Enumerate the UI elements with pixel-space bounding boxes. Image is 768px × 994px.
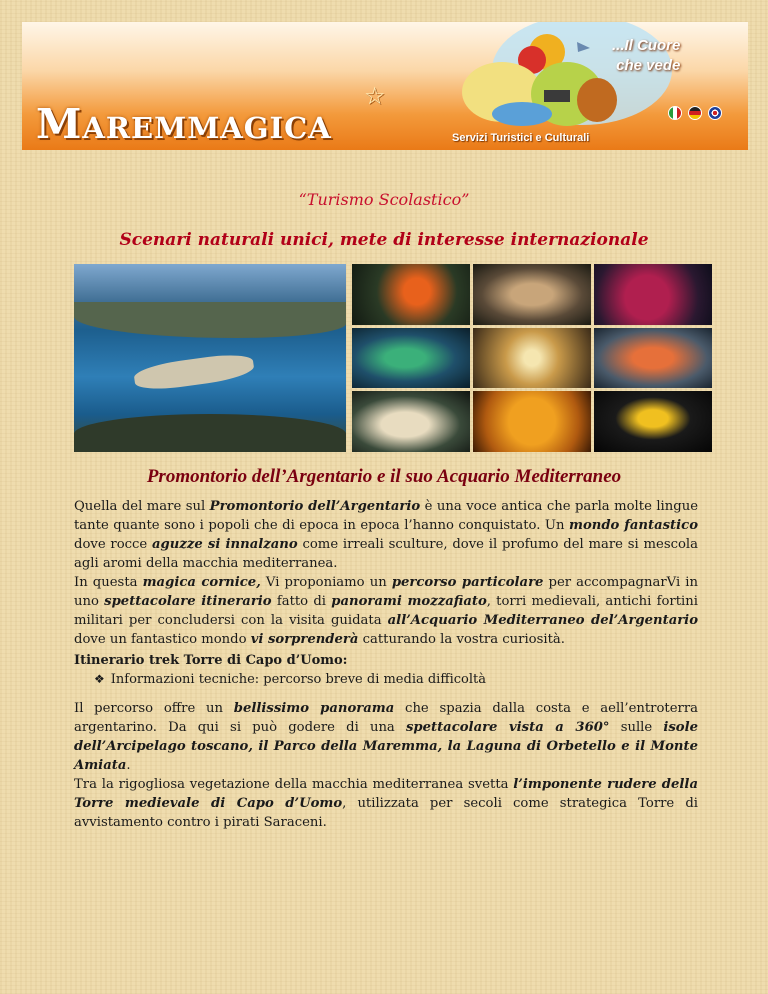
gorgonian-photo	[594, 264, 712, 325]
info-bullet-item	[94, 672, 486, 687]
flag-it-icon[interactable]	[668, 106, 682, 120]
lagoon-aerial-photo	[74, 264, 346, 452]
paragraph-panorama: Il percorso offre un bellissimo panorama che spazia dalla costa e aell’entroterra argentarino. Da qui si può godere di una spettacolare vista a 360° sulle isole dell’Arcipelago toscano, il Parco della Maremma, la Laguna di Orbetello e il Monte Amiata.	[74, 701, 698, 773]
header-banner	[22, 22, 748, 150]
quote-title: “Turismo Scolastico”	[298, 190, 470, 209]
info-bullet-text: Informazioni tecniche: percorso breve di media difficoltà	[110, 672, 486, 687]
itinerary-heading: Itinerario trek Torre di Capo d’Uomo:	[74, 653, 348, 668]
language-switcher	[668, 106, 722, 120]
photo-shore	[74, 414, 346, 452]
starfish-photo	[352, 264, 470, 325]
slogan-line-2: che vede	[616, 57, 681, 74]
tagline: Servizi Turistici e Culturali	[452, 132, 590, 144]
fish-photo	[473, 264, 591, 325]
slogan	[612, 36, 680, 76]
wrasse-photo	[352, 328, 470, 389]
tube-worm-photo	[473, 328, 591, 389]
marine-life-mosaic	[352, 264, 712, 452]
section-title: Promontorio dell’Argentario e il suo Acquario Mediterraneo	[146, 466, 622, 487]
paragraph-tower: Tra la rigogliosa vegetazione della macchia mediterranea svetta l’imponente rudere della Torre medievale di Capo d’Uomo, utilizzata per secoli come strategica Torre di avvistamento contro i pirati Saraceni.	[74, 777, 698, 830]
flag-en-icon[interactable]	[708, 106, 722, 120]
paragraph-intro: Quella del mare sul Promontorio dell’Argentario è una voce antica che parla molte lingue tante quante sono i popoli che di epoca in epoca l’hanno conquistato. Un mondo fantastico dove rocce aguzze si innalzano come irreali sculture, dove il profumo del mare si mescola agli aromi della macchia mediterranea.	[74, 499, 699, 571]
diamond-bullet-icon: ❖	[94, 672, 105, 686]
flag-de-icon[interactable]	[688, 106, 702, 120]
photo-hills	[74, 302, 346, 338]
lobster-photo	[594, 328, 712, 389]
star-icon: ☆	[364, 82, 386, 110]
photo-town	[133, 351, 255, 393]
sea-slug-photo	[352, 391, 470, 452]
coral-photo	[473, 391, 591, 452]
seahorse-photo	[594, 391, 712, 452]
paragraph-proposal: In questa magica cornice, Vi proponiamo un percorso particolare per accompagnarVi in uno spettacolare itinerario fatto di panorami mozzafiato, torri medievali, antichi fortini militari per concludersi con la visita guidata all’Acquario Mediterraneo del’Argentario dove un fantastico mondo vi sorprenderà catturando la vostra curiosità.	[74, 575, 698, 647]
site-logo[interactable]: Maremmagica	[36, 100, 332, 148]
slogan-line-1: ...Il Cuore	[612, 37, 681, 54]
main-title: Scenari naturali unici, mete di interesse internazionale	[119, 230, 649, 250]
